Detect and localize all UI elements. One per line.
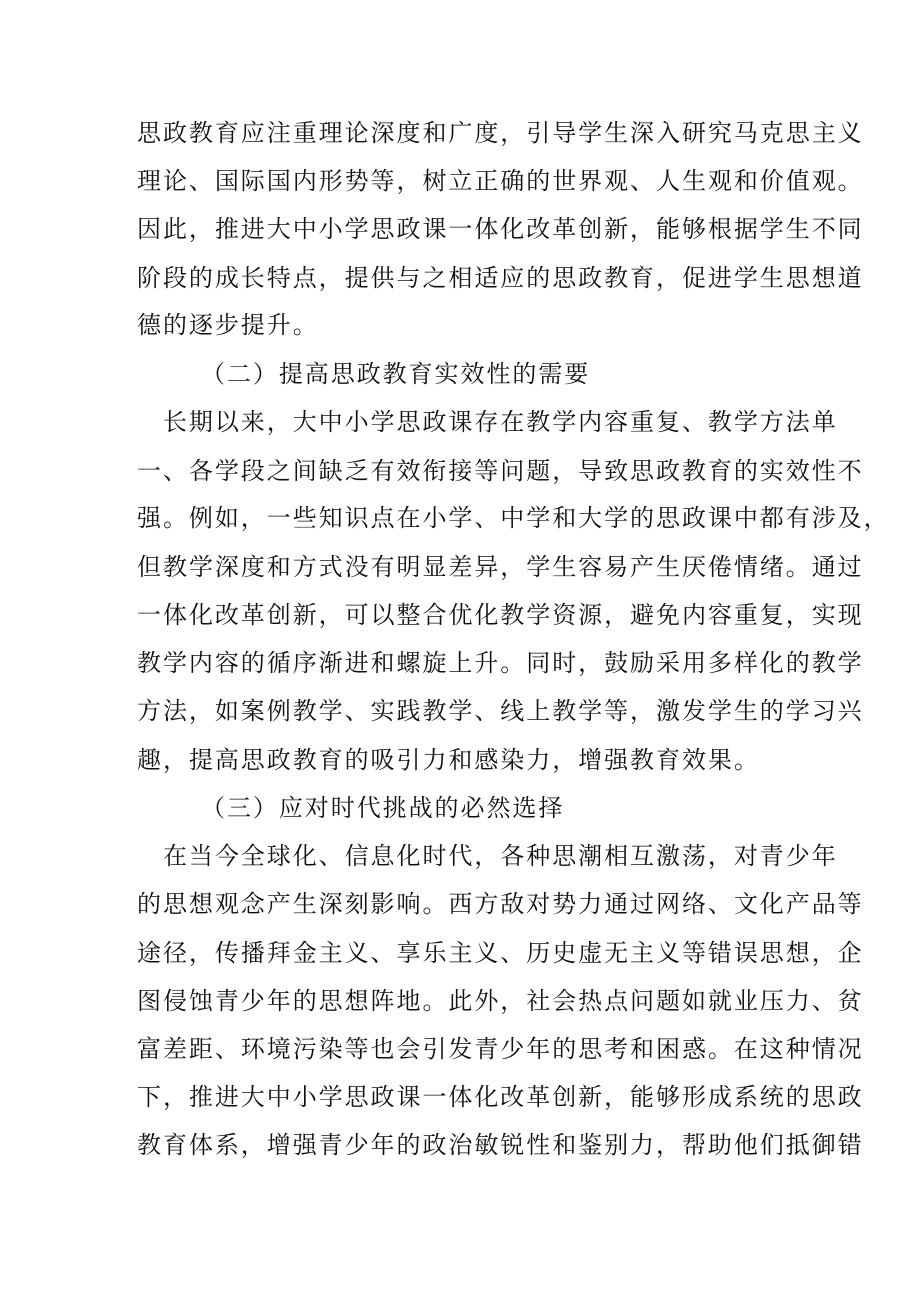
paragraph-3-line: 在当今全球化、信息化时代，各种思潮相互激荡，对青少年 [137,842,838,870]
section-heading-2: （二）提高思政教育实效性的需要 [201,360,591,388]
paragraph-1-line: 思政教育应注重理论深度和广度，引导学生深入研究马克思主义 [137,119,864,147]
section-heading-3: （三）应对时代挑战的必然选择 [201,794,565,822]
paragraph-3-line: 下，推进大中小学思政课一体化改革创新，能够形成系统的思政 [137,1083,864,1111]
paragraph-2-line: 一、各学段之间缺乏有效衔接等问题，导致思政教育的实效性不 [137,457,864,485]
paragraph-3-line: 的思想观念产生深刻影响。西方敌对势力通过网络、文化产品等 [137,890,864,918]
paragraph-2-line: 教学内容的循序渐进和螺旋上升。同时，鼓励采用多样化的教学 [137,649,864,677]
paragraph-1-line: 因此，推进大中小学思政课一体化改革创新，能够根据学生不同 [137,215,864,243]
paragraph-3-line: 教育体系，增强青少年的政治敏锐性和鉴别力，帮助他们抵御错 [137,1131,864,1159]
paragraph-2-line: 一体化改革创新，可以整合优化教学资源，避免内容重复，实现 [137,601,864,629]
paragraph-2-line: 方法，如案例教学、实践教学、线上教学等，激发学生的学习兴 [137,697,864,725]
paragraph-3-line: 富差距、环境污染等也会引发青少年的思考和困惑。在这种情况 [137,1035,864,1063]
paragraph-1-line: 理论、国际国内形势等，树立正确的世界观、人生观和价值观。 [137,167,864,195]
paragraph-3-line: 图侵蚀青少年的思想阵地。此外，社会热点问题如就业压力、贫 [137,987,864,1015]
paragraph-2-line: 强。例如，一些知识点在小学、中学和大学的思政课中都有涉及， [137,504,890,532]
paragraph-2-line: 趣，提高思政教育的吸引力和感染力，增强教育效果。 [137,746,760,774]
paragraph-1-line: 阶段的成长特点，提供与之相适应的思政教育，促进学生思想道 [137,264,864,292]
paragraph-3-line: 途径，传播拜金主义、享乐主义、历史虚无主义等错误思想，企 [137,939,864,967]
paragraph-2-line: 但教学深度和方式没有明显差异，学生容易产生厌倦情绪。通过 [137,553,864,581]
paragraph-1-line: 德的逐步提升。 [137,311,319,339]
paragraph-2-line: 长期以来，大中小学思政课存在教学内容重复、教学方法单 [137,408,838,436]
